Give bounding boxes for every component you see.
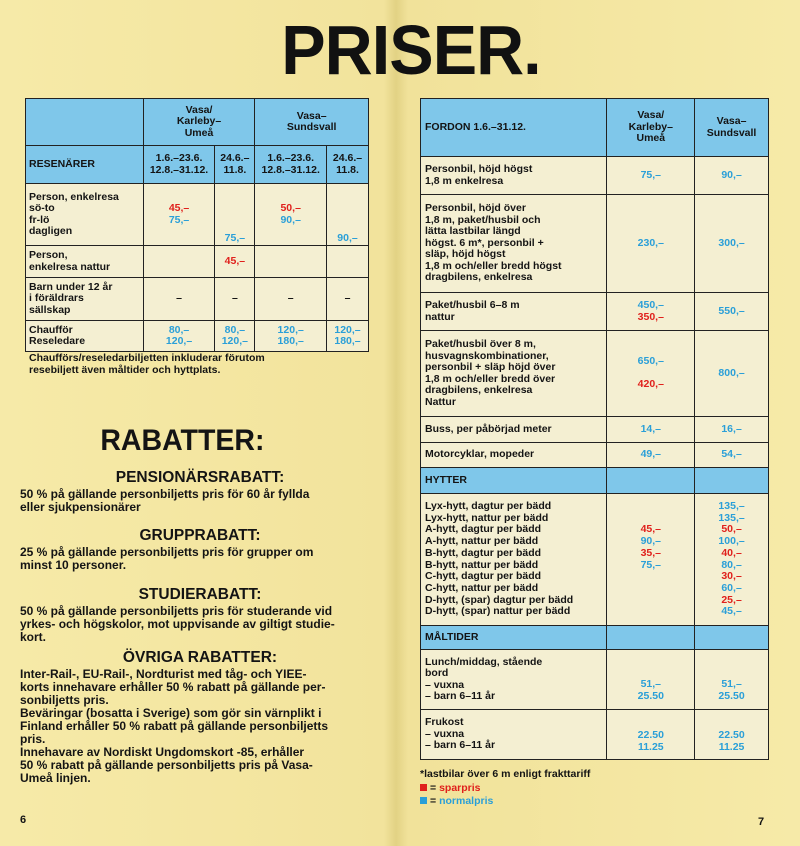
price-blue: 75,–: [168, 213, 190, 226]
cabin-price: [611, 583, 690, 595]
discount-heading: GRUPPRABATT:: [139, 527, 261, 544]
cabin-price: 90,–: [640, 535, 662, 548]
cabin-row-label: B-hytt, nattur per bädd: [425, 558, 539, 571]
row-label: Frukost – vuxna – barn 6–11 år: [421, 710, 607, 760]
cabin-price: 135,–: [718, 511, 745, 524]
legend-blue-label: normalpris: [439, 795, 494, 807]
passenger-footnote: Chaufförs/reseledarbiljetten inkluderar förutom resebiljett även måltider och hyttplats.: [29, 352, 265, 376]
cabin-price: 45,–: [721, 605, 742, 618]
price-cell: 75,–: [215, 184, 255, 246]
cabin-row-label: Lyx-hytt, dagtur per bädd: [425, 499, 552, 512]
row-label: Personbil, höjd över 1,8 m, paket/husbil och lätta lastbilar längd högst. 6 m*, personbil + släp, höjd högst 1,8 m och/eller bredd högst dragbilens, enkelresa: [421, 195, 607, 293]
row-label: Chaufför Reseledare: [26, 321, 144, 352]
discount-heading: ÖVRIGA RABATTER:: [122, 649, 278, 666]
legend-red: = sparpris: [420, 782, 481, 794]
discount-heading: PENSIONÄRSRABATT:: [115, 469, 285, 486]
route-header-umea: Vasa/ Karleby– Umeå: [607, 99, 695, 157]
period-header: 24.6.– 11.8.: [327, 146, 369, 184]
route-header-umea: Vasa/ Karleby– Umeå: [143, 99, 255, 146]
discount-text: 25 % på gällande personbiljetts pris för grupper om minst 10 personer.: [20, 545, 314, 572]
legend-blue-swatch: [420, 797, 427, 804]
cabin-row-label: D-hytt, (spar) nattur per bädd: [425, 605, 571, 618]
price-cell: 75,–: [607, 157, 695, 195]
cabin-row-label: A-hytt, nattur per bädd: [425, 535, 539, 548]
cabins-header: HYTTER: [421, 468, 607, 494]
page-number-left: 6: [20, 814, 27, 826]
cabin-price: [611, 501, 690, 513]
price-cell: 54,–: [695, 443, 769, 468]
price-cell: 300,–: [695, 195, 769, 293]
row-label: Motorcyklar, mopeder: [421, 443, 607, 468]
price-cell: 120,– 180,–: [327, 321, 369, 352]
cabin-price: 135,–: [718, 499, 745, 512]
page-number-right: 7: [758, 816, 765, 828]
price-cell: 45,–: [215, 246, 255, 278]
price-cell: 120,– 180,–: [255, 321, 327, 352]
cabin-price: 30,–: [721, 570, 742, 583]
cabin-price: 25,–: [721, 593, 742, 606]
discounts-heading: RABATTER:: [100, 424, 265, 457]
price-cell: 90,–: [695, 157, 769, 195]
price-cell: 80,– 120,–: [215, 321, 255, 352]
corner-cell: [26, 99, 144, 146]
cabin-price: 40,–: [721, 546, 742, 559]
cabin-price: 60,–: [721, 581, 742, 594]
price-cell: 22.50 11.25: [607, 710, 695, 760]
legend-blue: = normalpris: [420, 795, 493, 807]
price-cell: 16,–: [695, 417, 769, 443]
price-cell: 14,–: [607, 417, 695, 443]
price-cell: 50,– 90,–: [255, 184, 327, 246]
discount-heading: STUDIERABATT:: [138, 586, 262, 603]
price-cell: 51,– 25.50: [607, 650, 695, 710]
price-cell: [327, 246, 369, 278]
page-title: PRISER.: [281, 11, 541, 89]
route-header-sundsvall: Vasa– Sundsvall: [255, 99, 369, 146]
price-cell: [255, 246, 327, 278]
cabin-row-label: B-hytt, dagtur per bädd: [425, 546, 542, 559]
cabin-row-label: Lyx-hytt, nattur per bädd: [425, 511, 549, 524]
route-header-sundsvall: Vasa– Sundsvall: [695, 99, 769, 157]
cabin-row-label: C-hytt, nattur per bädd: [425, 581, 539, 594]
cabin-price: 80,–: [721, 558, 742, 571]
price-cell: 450,– 350,–: [607, 293, 695, 331]
cabin-price: 35,–: [640, 546, 662, 559]
row-label: Personbil, höjd högst 1,8 m enkelresa: [421, 157, 607, 195]
vehicle-price-table: [420, 98, 769, 760]
price-cell: 800,–: [695, 331, 769, 417]
cabin-price: 75,–: [640, 558, 662, 571]
cabin-row-label: C-hytt, dagtur per bädd: [425, 570, 542, 583]
legend-red-swatch: [420, 784, 427, 791]
row-label: Person, enkelresa sö-to fr-lö dagligen: [26, 184, 144, 246]
price-cell: 230,–: [607, 195, 695, 293]
price-cell: [143, 246, 215, 278]
cabin-prices-sundsvall: [695, 494, 769, 626]
price-cell: 49,–: [607, 443, 695, 468]
price-cell: 51,– 25.50: [695, 650, 769, 710]
discount-text: Inter-Rail-, EU-Rail-, Nordturist med tåg- och YIEE- korts innehavare erhåller 50 % rabatt på gällande per- sonbiljetts pris. Beväringar (bosatta i Sverige) som gör sin värnplikt i Finland erhåller 50 % rabatt på gällande personbiljetts pris. Innehavare av Nordiskt Ungdomskort -85, erhåller 50 % rabatt på gällande personbiljetts pris på Vasa- Umeå linjen.: [20, 667, 329, 785]
vehicles-header: FORDON 1.6.–31.12.: [421, 99, 607, 157]
passenger-price-table: [25, 98, 369, 352]
discount-text: 50 % på gällande personbiljetts pris för 60 år fyllda eller sjukpensionärer: [20, 487, 310, 514]
cabin-price: 50,–: [721, 523, 742, 536]
row-label: Paket/husbil 6–8 m nattur: [421, 293, 607, 331]
category-label: RESENÄRER: [26, 146, 144, 184]
cabin-row-label: D-hytt, (spar) dagtur per bädd: [425, 593, 574, 606]
vehicle-footnote: *lastbilar över 6 m enligt frakttariff: [420, 768, 591, 780]
period-header: 1.6.–23.6. 12.8.–31.12.: [143, 146, 215, 184]
row-label: Barn under 12 år i föräldrars sällskap: [26, 278, 144, 321]
row-label: Person, enkelresa nattur: [26, 246, 144, 278]
price-cell: –: [143, 278, 215, 321]
discount-text: 50 % på gällande personbiljetts pris för studerande vid yrkes- och högskolor, mot uppvisande av giltigt studie- kort.: [20, 604, 335, 644]
price-cell: –: [255, 278, 327, 321]
cabin-row-label: A-hytt, dagtur per bädd: [425, 523, 542, 536]
cabin-labels: [421, 494, 607, 626]
price-cell: 80,– 120,–: [143, 321, 215, 352]
price-cell: 22.50 11.25: [695, 710, 769, 760]
legend-red-label: sparpris: [439, 782, 481, 794]
row-label: Lunch/middag, stående bord – vuxna – barn 6–11 år: [421, 650, 607, 710]
cabin-price: [611, 606, 690, 618]
period-header: 24.6.– 11.8.: [215, 146, 255, 184]
price-cell: –: [215, 278, 255, 321]
cabin-price: 100,–: [718, 535, 745, 548]
period-header: 1.6.–23.6. 12.8.–31.12.: [255, 146, 327, 184]
price-cell: –: [327, 278, 369, 321]
cabin-prices-umea: [607, 494, 695, 626]
meals-header: MÅLTIDER: [421, 626, 607, 650]
price-cell: 650,– 420,–: [607, 331, 695, 417]
row-label: Buss, per påbörjad meter: [421, 417, 607, 443]
price-cell: 550,–: [695, 293, 769, 331]
price-cell: [143, 184, 215, 246]
cabin-price: 45,–: [640, 523, 662, 536]
price-cell: 90,–: [327, 184, 369, 246]
row-label: Paket/husbil över 8 m, husvagnskombinationer, personbil + släp höjd över 1,8 m och/eller bredd över dragbilens, enkelresa Nattur: [421, 331, 607, 417]
price-red: 45,–: [168, 202, 190, 214]
